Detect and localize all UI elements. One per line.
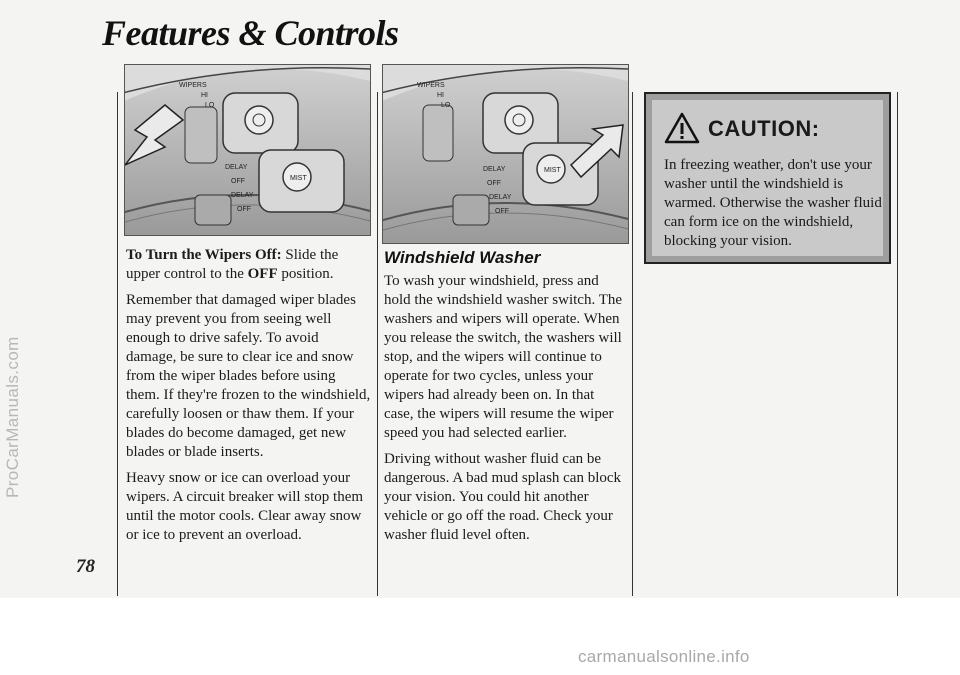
hi-label: HI <box>201 92 208 99</box>
caution-label: CAUTION: <box>708 116 820 141</box>
washer-fluid-paragraph: Driving without washer fluid can be dangerous. A bad mud splash can block your vision. You could hit another vehicle or go off the road. Check your washer fluid level often. <box>384 451 622 543</box>
bottom-margin <box>0 598 960 675</box>
page-title: Features & Controls <box>102 13 399 53</box>
warning-triangle-icon <box>664 112 700 144</box>
delay-label-2: DELAY <box>489 194 512 201</box>
off-label: OFF <box>487 180 501 187</box>
caution-text: In freezing weather, don't use your washer until the windshield is warmed. Otherwise the washer fluid can form ice on the windshield, blocking your vision. <box>664 157 882 249</box>
right-margin-rule <box>897 92 898 596</box>
wipers-off-paragraph: To Turn the Wipers Off: Slide the upper control to the OFF position. <box>126 247 339 282</box>
left-margin-rule <box>117 92 118 596</box>
off-label: OFF <box>231 178 245 185</box>
side-watermark: ProCarManuals.com <box>3 336 22 498</box>
delay-label-2: DELAY <box>231 192 254 199</box>
caution-header <box>664 112 864 144</box>
mist-label: MIST <box>544 167 561 174</box>
off-label-2: OFF <box>237 206 251 213</box>
middle-column-text <box>384 248 626 552</box>
washer-operation-paragraph: To wash your windshield, press and hold the windshield washer switch. The washers and wipers will operate. When you release the switch, the washers will stop, and the wipers will continue to operate for two cycles, unless your wipers had already been on. In that case, the wipers will resume the wiper speed you had selected earlier. <box>384 273 623 441</box>
column-divider-left <box>377 92 378 596</box>
delay-label: DELAY <box>225 164 248 171</box>
hi-label: HI <box>437 92 444 99</box>
washer-control-illustration <box>382 64 629 244</box>
caution-box <box>644 92 891 264</box>
column-divider-right <box>632 92 633 596</box>
wipers-off-lead: To Turn the Wipers Off: <box>126 247 282 263</box>
off-label-2: OFF <box>495 208 509 215</box>
windshield-washer-heading: Windshield Washer <box>384 248 541 267</box>
mist-label: MIST <box>290 175 307 182</box>
lo-label: LO <box>441 102 451 109</box>
lo-label: LO <box>205 102 215 109</box>
delay-label: DELAY <box>483 166 506 173</box>
page-number: 78 <box>76 556 95 577</box>
wipers-label: WIPERS <box>179 82 207 89</box>
damaged-blades-paragraph: Remember that damaged wiper blades may prevent you from seeing well enough to drive safely. To avoid damage, be sure to clear ice and snow from the wiper blades before using them. If they're frozen to the windshield, carefully loosen or thaw them. If your blades do become damaged, get new blades or blade inserts. <box>126 292 371 460</box>
overload-paragraph: Heavy snow or ice can overload your wipers. A circuit breaker will stop them until the motor cools. Clear away snow or ice to prevent an overload. <box>126 470 364 543</box>
wiper-control-illustration <box>124 64 371 236</box>
left-column-text <box>126 246 372 552</box>
wipers-label: WIPERS <box>417 82 445 89</box>
bottom-watermark: carmanualsonline.info <box>578 647 750 666</box>
